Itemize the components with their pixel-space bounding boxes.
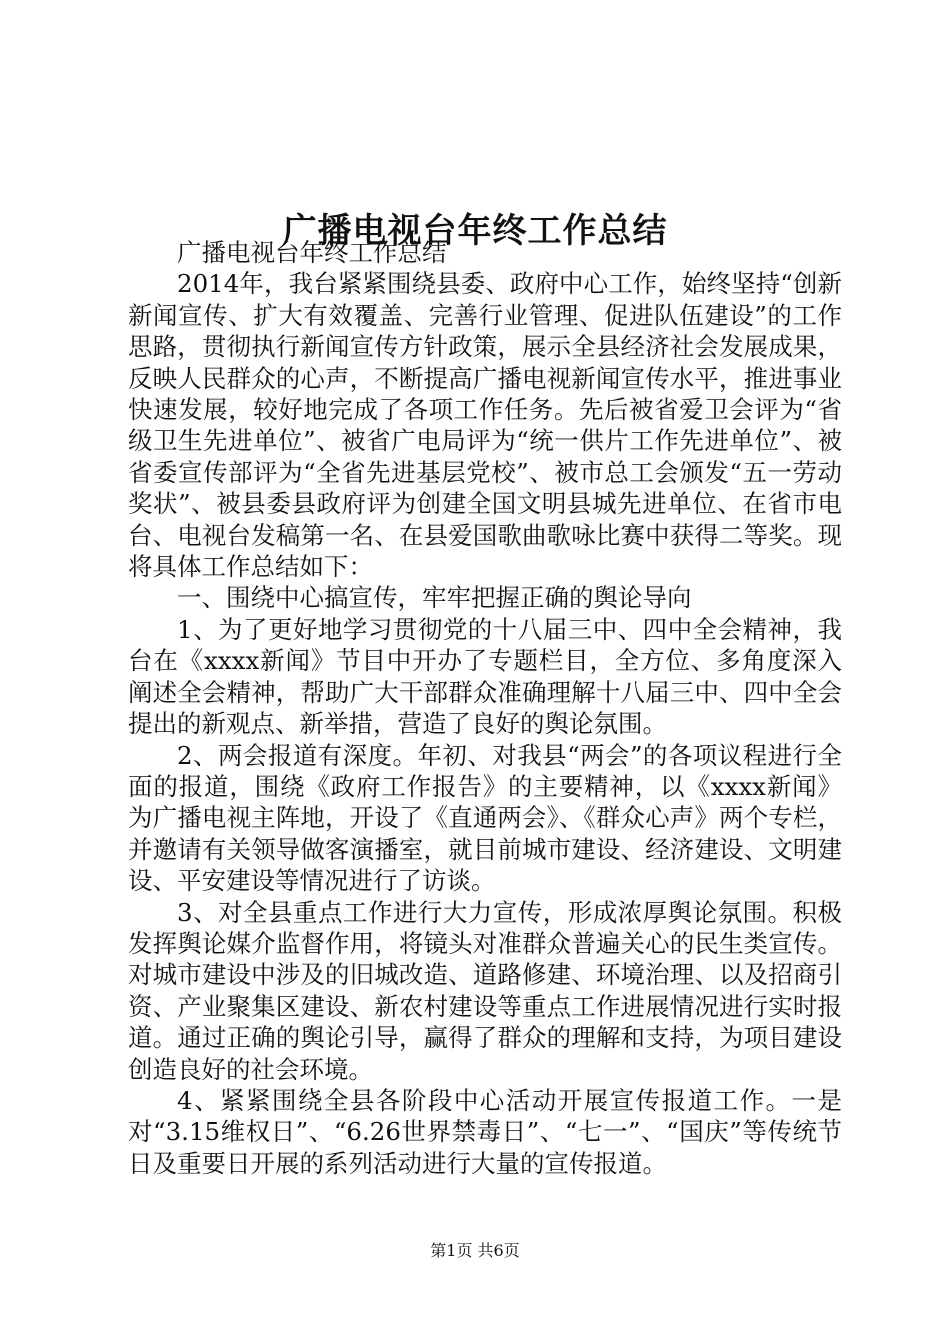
paragraph-item-3: 3、对全县重点工作进行大力宣传，形成浓厚舆论氛围。积极发挥舆论媒介监督作用，将镜头对准群众普遍关心的民生类宣传。对城市建设中涉及的旧城改造、道路修建、环境治理、以及招商引资、产业聚集区建设、新农村建设等重点工作进展情况进行实时报道。通过正确的舆论引导，赢得了群众的理解和支持，为项目建设创造良好的社会环境。 — [128, 897, 842, 1084]
paragraph-subtitle: 广播电视台年终工作总结 — [177, 238, 447, 267]
page-footer: 第1页 共6页 — [430, 1241, 520, 1260]
paragraph-item-2: 2、两会报道有深度。年初、对我县“两会”的各项议程进行全面的报道，围绕《政府工作报告》的主要精神，以《xxxx新闻》为广播电视主阵地，开设了《直通两会》、《群众心声》两个专栏，并邀请有关领导做客演播室，就目前城市建设、经济建设、文明建设、平安建设等情况进行了访谈。 — [128, 740, 842, 896]
document-body — [128, 237, 842, 1179]
paragraph-item-4: 4、紧紧围绕全县各阶段中心活动开展宣传报道工作。一是对“3.15维权日”、“6.26世界禁毒日”、“七一”、“国庆”等传统节日及重要日开展的系列活动进行大量的宣传报道。 — [128, 1085, 842, 1178]
section-heading-1: 一、围绕中心搞宣传，牢牢把握正确的舆论导向 — [177, 583, 692, 613]
paragraph-intro: 2014年，我台紧紧围绕县委、政府中心工作，始终坚持“创新新闻宣传、扩大有效覆盖、完善行业管理、促进队伍建设”的工作思路，贯彻执行新闻宣传方针政策，展示全县经济社会发展成果，反映人民群众的心声，不断提高广播电视新闻宣传水平，推进事业快速发展，较好地完成了各项工作任务。先后被省爱卫会评为“省级卫生先进单位”、被省广电局评为“统一供片工作先进单位”、被省委宣传部评为“全省先进基层党校”、被市总工会颁发“五一劳动奖状”、被县委县政府评为创建全国文明县城先进单位、在省市电台、电视台发稿第一名、在县爱国歌曲歌咏比赛中获得二等奖。现将具体工作总结如下： — [128, 269, 842, 582]
paragraph-item-1: 1、为了更好地学习贯彻党的十八届三中、四中全会精神，我台在《xxxx新闻》节目中开办了专题栏目，全方位、多角度深入阐述全会精神，帮助广大干部群众准确理解十八届三中、四中全会提出的新观点、新举措，营造了良好的舆论氛围。 — [128, 614, 842, 739]
document-title: 广播电视台年终工作总结 — [282, 210, 668, 251]
